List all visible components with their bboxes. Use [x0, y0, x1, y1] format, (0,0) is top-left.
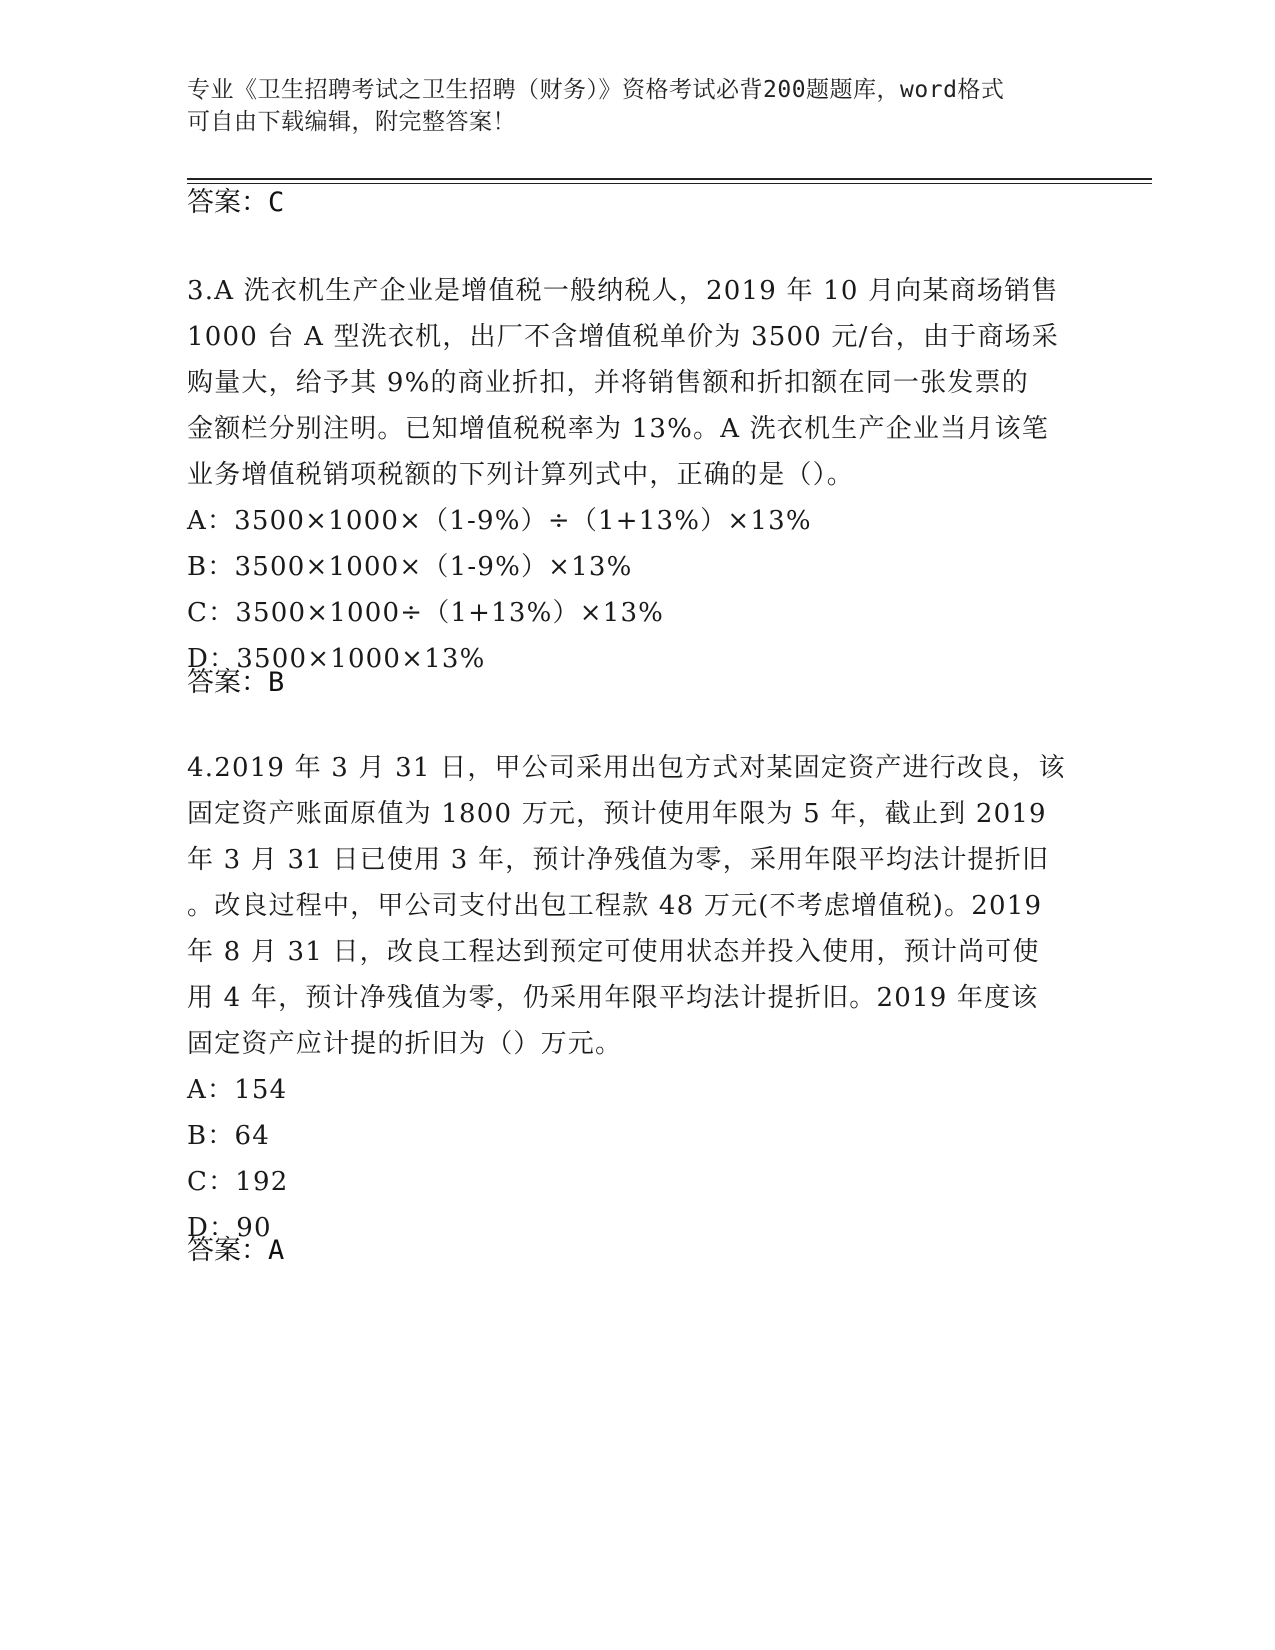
question-text-line: 4.2019 年 3 月 31 日，甲公司采用出包方式对某固定资产进行改良，该	[187, 753, 1066, 783]
question-3	[187, 268, 1082, 682]
question-text-line: 用 4 年，预计净残值为零，仍采用年限平均法计提折旧。2019 年度该	[187, 983, 1039, 1013]
document-header	[187, 74, 1067, 138]
option-d: D：3500×1000×13%	[187, 644, 486, 674]
header-title-line-2: 可自由下载编辑，附完整答案！	[187, 109, 516, 135]
header-divider	[187, 178, 1152, 180]
question-text-line: 3.A 洗衣机生产企业是增值税一般纳税人，2019 年 10 月向某商场销售	[187, 276, 1059, 306]
previous-answer: 答案：C	[187, 187, 285, 218]
question-4	[187, 745, 1082, 1251]
question-text-line: 年 3 月 31 日已使用 3 年，预计净残值为零，采用年限平均法计提折旧	[187, 845, 1050, 875]
question-text-line: 购量大，给予其 9%的商业折扣，并将销售额和折扣额在同一张发票的	[187, 368, 1029, 398]
option-a: A：3500×1000×（1-9%）÷（1+13%）×13%	[187, 506, 812, 536]
question-text-line: 业务增值税销项税额的下列计算列式中，正确的是（）。	[187, 460, 855, 490]
question-text-line: 金额栏分别注明。已知增值税税率为 13%。A 洗衣机生产企业当月该笔	[187, 414, 1049, 444]
question-text-line: 年 8 月 31 日，改良工程达到预定可使用状态并投入使用，预计尚可使	[187, 937, 1040, 967]
option-b: B：64	[187, 1121, 270, 1151]
option-c: C：3500×1000÷（1+13%）×13%	[187, 598, 665, 628]
question-text-line: 。改良过程中，甲公司支付出包工程款 48 万元(不考虑增值税)。2019	[187, 891, 1043, 921]
option-c: C：192	[187, 1167, 289, 1197]
header-title-line-1: 专业《卫生招聘考试之卫生招聘（财务）》资格考试必背200题题库，word格式	[187, 77, 1005, 103]
question-4-answer: 答案：A	[187, 1235, 285, 1266]
question-text-line: 固定资产账面原值为 1800 万元，预计使用年限为 5 年，截止到 2019	[187, 799, 1047, 829]
option-a: A：154	[187, 1075, 288, 1105]
option-b: B：3500×1000×（1-9%）×13%	[187, 552, 633, 582]
header-divider-thin	[187, 183, 1152, 184]
option-d: D：90	[187, 1213, 272, 1243]
question-3-answer: 答案：B	[187, 667, 285, 698]
question-text-line: 固定资产应计提的折旧为（）万元。	[187, 1029, 623, 1059]
question-text-line: 1000 台 A 型洗衣机，出厂不含增值税单价为 3500 元/台，由于商场采	[187, 322, 1059, 352]
